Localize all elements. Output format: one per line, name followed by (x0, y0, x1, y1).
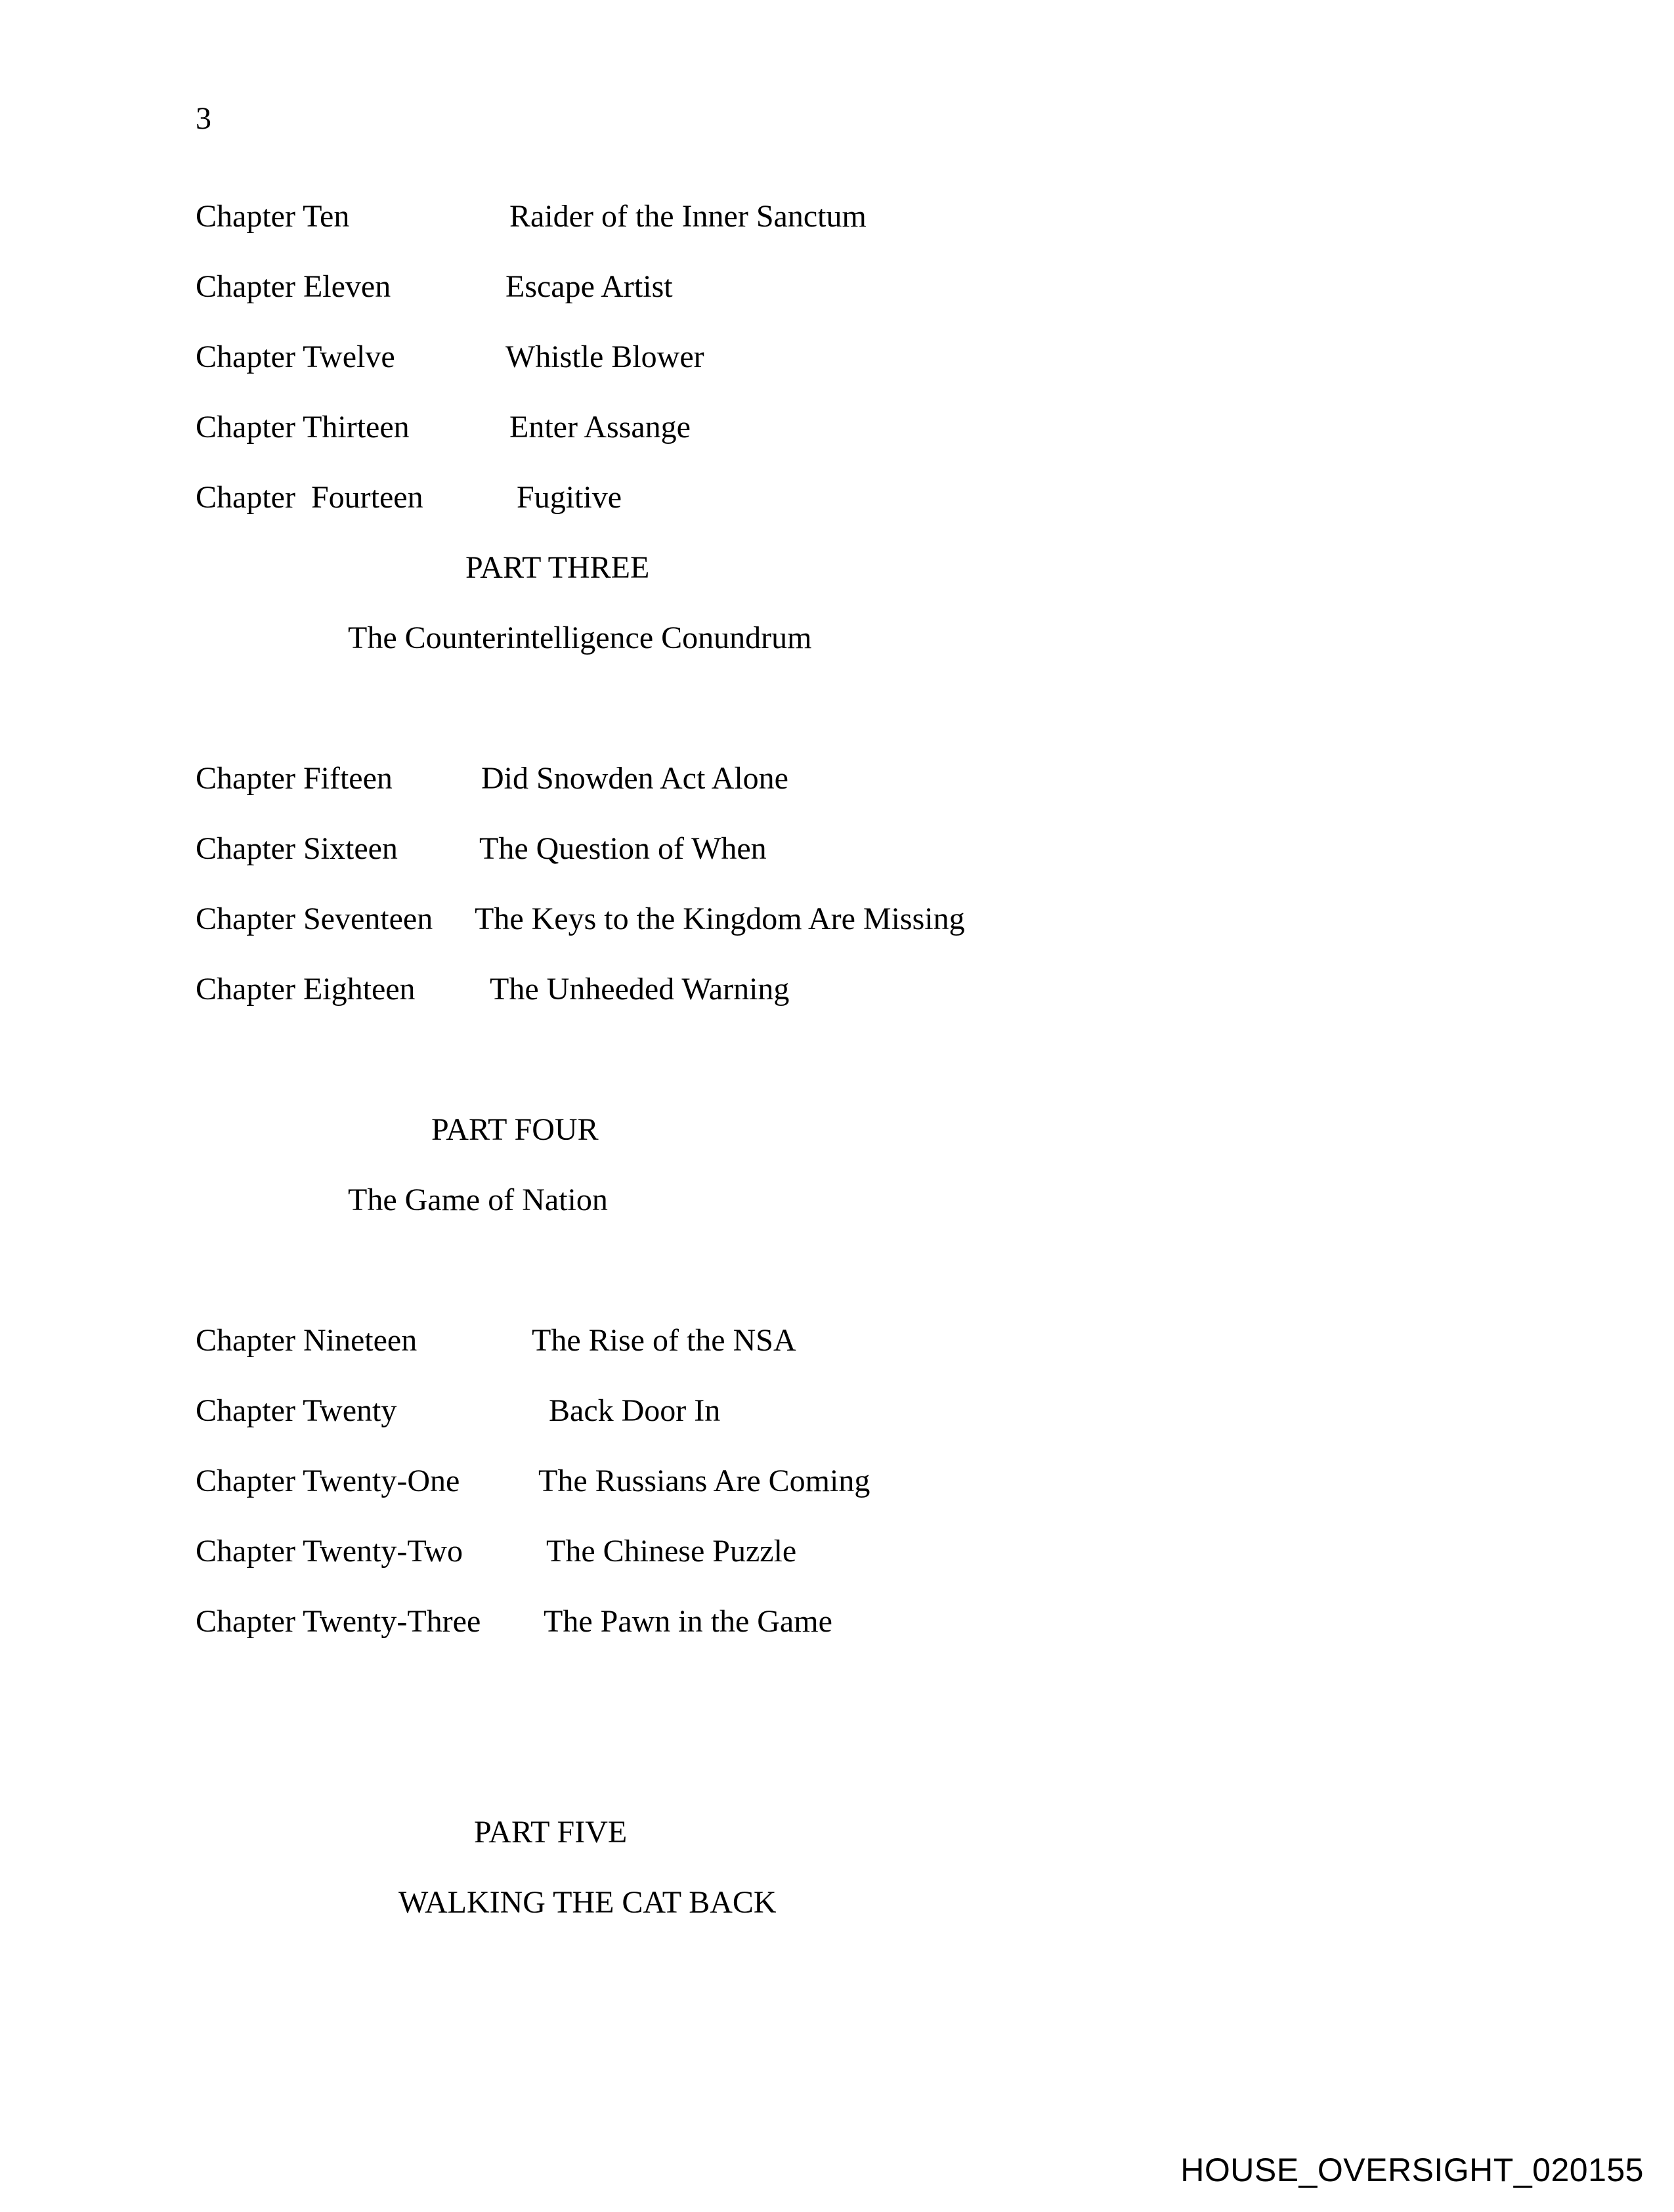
chapter-title: The Keys to the Kingdom Are Missing (475, 901, 965, 936)
chapter-title: Back Door In (549, 1393, 721, 1428)
chapter-title: The Pawn in the Game (544, 1604, 832, 1639)
part-heading: PART THREE (465, 550, 650, 585)
chapter-title: The Unheeded Warning (490, 972, 790, 1007)
page-number: 3 (196, 101, 211, 136)
chapter-title: Escape Artist (505, 269, 673, 304)
chapter-label: Chapter Twenty (196, 1393, 397, 1428)
chapter-label: Chapter Twenty-Two (196, 1534, 463, 1569)
chapter-title: Enter Assange (509, 410, 691, 445)
part-subtitle: The Game of Nation (348, 1182, 608, 1217)
part-heading: PART FIVE (474, 1815, 628, 1850)
chapter-title: Fugitive (517, 480, 622, 515)
chapter-label: Chapter Twenty-Three (196, 1604, 481, 1639)
chapter-label: Chapter Ten (196, 199, 350, 234)
chapter-label: Chapter Sixteen (196, 831, 398, 866)
chapter-label: Chapter Eleven (196, 269, 391, 304)
chapter-title: The Chinese Puzzle (546, 1534, 797, 1569)
chapter-label: Chapter Fifteen (196, 761, 393, 796)
chapter-label: Chapter Twelve (196, 339, 395, 374)
chapter-title: The Russians Are Coming (538, 1464, 870, 1498)
chapter-label: Chapter Fourteen (196, 480, 423, 515)
chapter-title: The Rise of the NSA (532, 1323, 796, 1358)
part-subtitle: WALKING THE CAT BACK (398, 1885, 777, 1920)
chapter-title: Did Snowden Act Alone (481, 761, 788, 796)
chapter-label: Chapter Nineteen (196, 1323, 418, 1358)
chapter-label: Chapter Twenty-One (196, 1464, 460, 1498)
chapter-title: Raider of the Inner Sanctum (509, 199, 867, 234)
chapter-label: Chapter Eighteen (196, 972, 416, 1007)
part-heading: PART FOUR (431, 1112, 599, 1147)
chapter-label: Chapter Seventeen (196, 901, 433, 936)
part-subtitle: The Counterintelligence Conundrum (348, 620, 812, 655)
chapter-title: Whistle Blower (505, 339, 704, 374)
chapter-label: Chapter Thirteen (196, 410, 410, 445)
chapter-title: The Question of When (479, 831, 767, 866)
bates-stamp: HOUSE_OVERSIGHT_020155 (1180, 2152, 1644, 2188)
